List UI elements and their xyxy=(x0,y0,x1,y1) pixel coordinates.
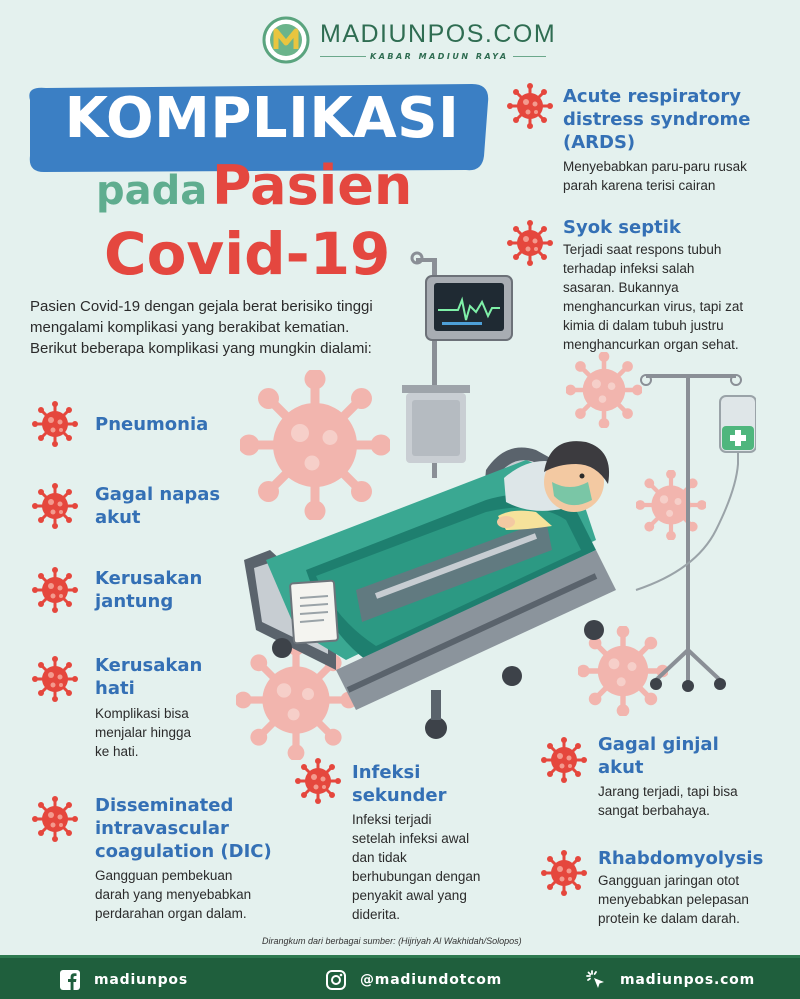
item-title-line: intravascular xyxy=(95,818,229,839)
footer-instagram-link[interactable] xyxy=(326,970,502,990)
intro-paragraph: Pasien Covid-19 dengan gejala berat berisiko tinggi mengalami komplikasi yang berakibat kematian. Berikut beberapa komplikasi yang mungkin dialami: xyxy=(30,298,373,357)
item-gagal-ginjal xyxy=(598,733,738,820)
facebook-icon xyxy=(60,970,80,990)
item-title: Rhabdomyolysis xyxy=(598,848,764,869)
item-desc-line: protein ke dalam darah. xyxy=(598,911,740,926)
item-desc-line: diderita. xyxy=(352,907,401,922)
footer-bar xyxy=(0,958,800,999)
item-desc-line: menghancurkan virus, tapi zat xyxy=(563,299,744,314)
item-desc-line: darah yang menyebabkan xyxy=(95,887,252,902)
item-desc-line: penyakit awal yang xyxy=(352,888,467,903)
item-title-line: coagulation (DIC) xyxy=(95,841,272,862)
item-title-line: akut xyxy=(95,507,141,528)
item-kerusakan-hati xyxy=(95,654,202,761)
gagal-napas-virus-icon xyxy=(32,483,78,529)
item-title-line: Infeksi xyxy=(352,762,421,783)
item-desc-line: menyebabkan pelepasan xyxy=(598,892,749,907)
instagram-icon xyxy=(326,970,346,990)
item-desc-line: perdarahan organ dalam. xyxy=(95,906,247,921)
source-note: Dirangkum dari berbagai sumber: (Hijriyah Al Wakhidah/Solopos) xyxy=(262,936,522,946)
item-desc-line: ke hati. xyxy=(95,744,139,759)
item-desc-line: Gangguan jaringan otot xyxy=(598,873,740,888)
pneumonia-virus-icon xyxy=(32,401,78,447)
item-syok-septik xyxy=(563,216,743,354)
title-pada: pada xyxy=(96,168,208,214)
item-kerusakan-jantung xyxy=(95,567,202,613)
title-pasien: Pasien xyxy=(212,154,413,217)
title-komplikasi: KOMPLIKASI xyxy=(64,86,460,151)
item-title: Syok septik xyxy=(563,217,681,238)
rhabdo-virus-icon xyxy=(541,850,587,896)
footer-facebook-link[interactable] xyxy=(60,970,188,990)
item-title-line: Acute respiratory xyxy=(563,86,741,107)
brand-logo xyxy=(262,16,557,68)
item-title-line: Kerusakan xyxy=(95,568,203,589)
item-title-line: Gagal napas xyxy=(95,484,221,505)
footer-facebook-label: madiunpos xyxy=(94,972,188,988)
item-desc-line: Komplikasi bisa xyxy=(95,706,189,721)
item-desc-line: parah karena terisi cairan xyxy=(563,178,716,193)
item-title-line: akut xyxy=(598,757,644,778)
item-dic xyxy=(95,794,272,923)
item-desc-line: setelah infeksi awal xyxy=(352,831,470,846)
item-ards xyxy=(563,85,751,195)
item-title-line: Disseminated xyxy=(95,795,234,816)
item-desc-line: menjalar hingga xyxy=(95,725,192,740)
brand-name: MADIUNPOS.COM xyxy=(320,20,557,48)
item-desc-line: sasaran. Bukannya xyxy=(563,280,679,295)
brand-tagline: KABAR MADIUN RAYA xyxy=(366,52,513,61)
ards-virus-icon xyxy=(507,83,553,129)
madiunpos-logo-icon xyxy=(262,16,310,64)
item-desc-line: menghancurkan organ sehat. xyxy=(563,337,739,352)
item-pneumonia-title: Pneumonia xyxy=(95,414,209,435)
item-title-line: distress syndrome xyxy=(563,109,751,130)
item-desc-line: Infeksi terjadi xyxy=(352,812,432,827)
item-desc-line: Gangguan pembekuan xyxy=(95,868,233,883)
item-desc-line: Menyebabkan paru-paru rusak xyxy=(563,159,747,174)
item-gagal-napas xyxy=(95,483,220,529)
item-desc-line: dan tidak xyxy=(352,850,407,865)
title-covid: Covid-19 xyxy=(104,220,391,288)
cursor-click-icon xyxy=(586,970,606,990)
item-infeksi-sekunder xyxy=(352,761,480,924)
footer-website-label: madiunpos.com xyxy=(620,972,755,988)
item-title-line: Kerusakan xyxy=(95,655,203,676)
item-desc-line: terhadap infeksi salah xyxy=(563,261,695,276)
item-title-line: jantung xyxy=(95,591,174,612)
dic-virus-icon xyxy=(32,796,78,842)
hati-virus-icon xyxy=(32,656,78,702)
ginjal-virus-icon xyxy=(541,737,587,783)
item-desc-line: Jarang terjadi, tapi bisa xyxy=(598,784,738,799)
item-desc-line: Terjadi saat respons tubuh xyxy=(563,242,722,257)
infeksi-virus-icon xyxy=(295,758,341,804)
item-desc-line: berhubungan dengan xyxy=(352,869,481,884)
item-desc-line: kimia di dalam tubuh justru xyxy=(563,318,724,333)
footer-website-link[interactable] xyxy=(586,970,755,990)
item-title-line: Gagal ginjal xyxy=(598,734,719,755)
footer-instagram-label: @madiundotcom xyxy=(360,972,503,988)
item-title-line: hati xyxy=(95,678,135,699)
item-desc-line: sangat berbahaya. xyxy=(598,803,710,818)
item-title-line: sekunder xyxy=(352,785,447,806)
jantung-virus-icon xyxy=(32,567,78,613)
item-rhabdomyolysis xyxy=(598,847,763,928)
syok-virus-icon xyxy=(507,220,553,266)
item-title-line: (ARDS) xyxy=(563,132,636,153)
